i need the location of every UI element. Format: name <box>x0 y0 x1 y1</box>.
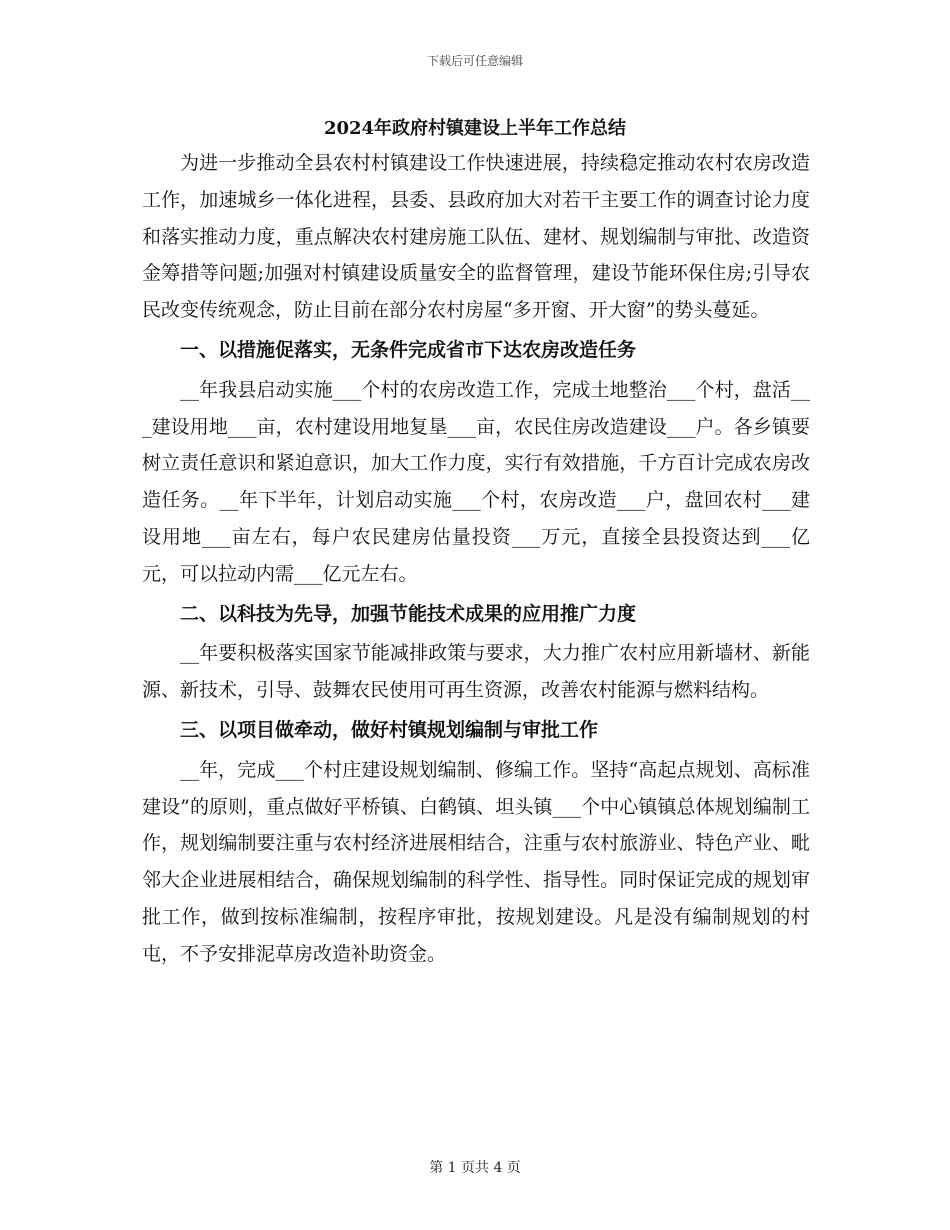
section-body-1: __年我县启动实施___个村的农房改造工作，完成土地整治___个村，盘活___建设用地___亩，农村建设用地复垦___亩，农民住房改造建设___户。各乡镇要树立责任意识和紧迫意识，加大工作力度，实行有效措施，千方百计完成农房改造任务。__年下半年，计划启动实施___个村，农房改造___户，盘回农村___建设用地___亩左右，每户农民建房估量投资___万元，直接全县投资达到___亿元，可以拉动内需___亿元左右。 <box>142 378 810 585</box>
section-heading-3: 三、以项目做牵动，做好村镇规划编制与审批工作 <box>180 718 599 741</box>
document-title: 2024年政府村镇建设上半年工作总结 <box>323 118 627 139</box>
section-heading-1: 一、以措施促落实，无条件完成省市下达农房改造任务 <box>180 338 637 361</box>
section-heading-2: 二、以科技为先导，加强节能技术成果的应用推广力度 <box>180 602 637 625</box>
document-body <box>142 145 810 973</box>
page-header-note: 下载后可任意编辑 <box>426 54 523 68</box>
section-body-2: __年要积极落实国家节能减排政策与要求，大力推广农村应用新墙材、新能源、新技术，引导、鼓舞农民使用可再生资源，改善农村能源与燃料结构。 <box>142 642 810 702</box>
section-body-3: __年，完成___个村庄建设规划编制、修编工作。坚持“高起点规划、高标准建设”的原则，重点做好平桥镇、白鹤镇、坦头镇___个中心镇镇总体规划编制工作，规划编制要注重与农村经济进展相结合，注重与农村旅游业、特色产业、毗邻大企业进展相结合，确保规划编制的科学性、指导性。同时保证完成的规划审批工作，做到按标准编制，按程序审批，按规划建设。凡是没有编制规划的村屯，不予安排泥草房改造补助资金。 <box>142 758 810 965</box>
page-number-footer: 第 1 页共 4 页 <box>429 1160 521 1176</box>
intro-paragraph: 为进一步推动全县农村村镇建设工作快速进展，持续稳定推动农村农房改造工作，加速城乡一体化进程，县委、县政府加大对若干主要工作的调查讨论力度和落实推动力度，重点解决农村建房施工队伍、建材、规划编制与审批、改造资金筹措等问题;加强对村镇建设质量安全的监督管理，建设节能环保住房;引导农民改变传统观念，防止目前在部分农村房屋“多开窗、开大窗”的势头蔓延。 <box>142 152 810 322</box>
